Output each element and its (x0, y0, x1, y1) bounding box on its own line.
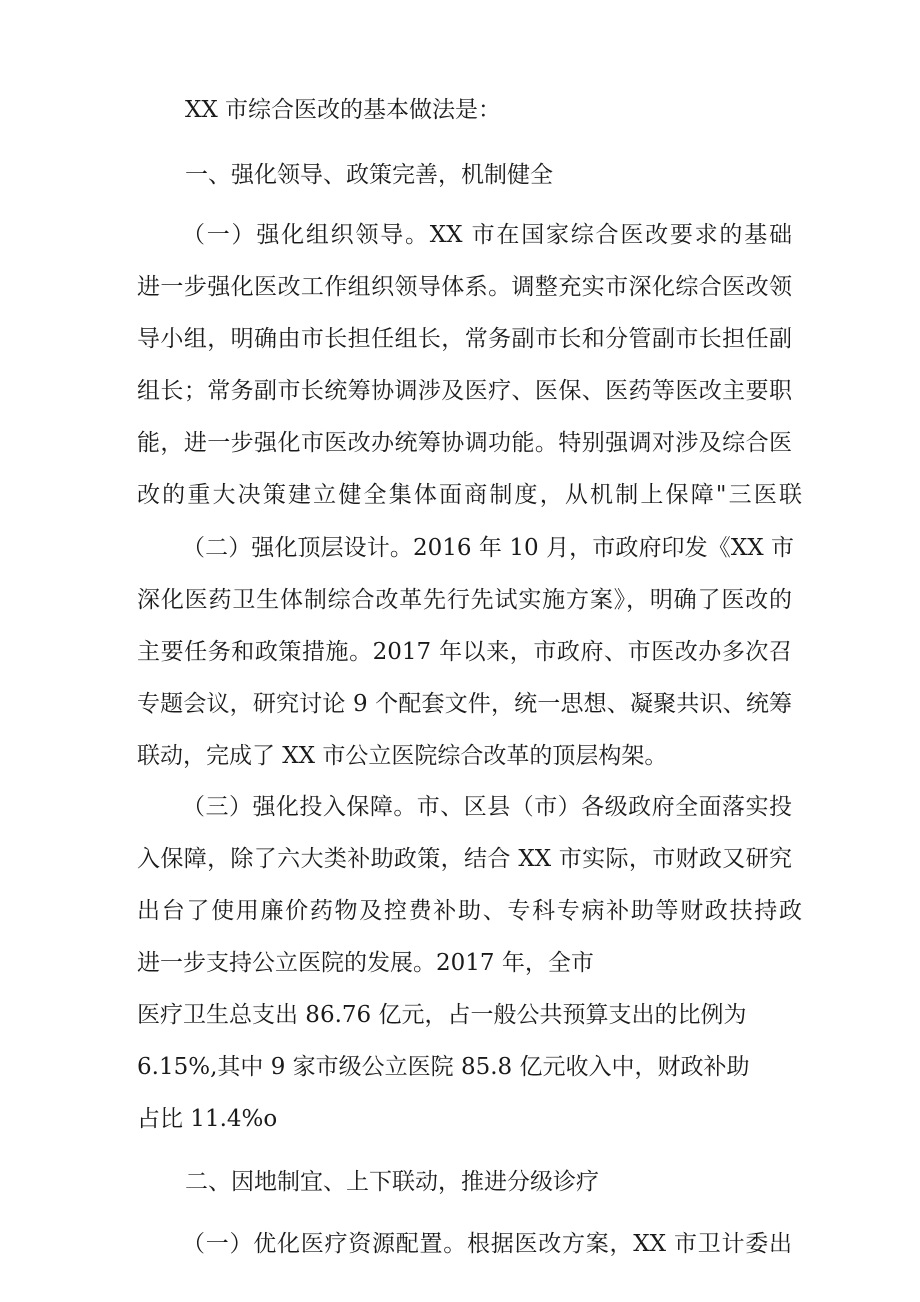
paragraph-2-line: 专题会议，研究讨论 9 个配套文件，统一思想、凝聚共识、统筹 (137, 691, 792, 717)
paragraph-2-line: 深化医药卫生体制综合改革先行先试实施方案》，明确了医改的 (137, 587, 792, 613)
paragraph-1-line: 能，进一步强化市医改办统筹协调功能。特别强调对涉及综合医 (137, 430, 792, 456)
paragraph-3-line: （三）强化投入保障。市、区县（市）各级政府全面落实投 (182, 794, 792, 820)
paragraph-3-line: 入保障，除了六大类补助政策，结合 XX 市实际，市财政又研究 (137, 846, 792, 872)
paragraph-3-line: 医疗卫生总支出 86.76 亿元，占一般公共预算支出的比例为 (137, 1002, 747, 1028)
paragraph-3-line: 占比 11.4%o (137, 1106, 278, 1132)
paragraph-2-line: 联动，完成了 XX 市公立医院综合改革的顶层构架。 (137, 743, 668, 769)
paragraph-2-line: 主要任务和政策措施。2017 年以来，市政府、市医改办多次召 (137, 639, 792, 665)
paragraph-1-line: 组长；常务副市长统筹协调涉及医疗、医保、医药等医改主要职 (137, 378, 792, 404)
paragraph-1-line: 改的重大决策建立健全集体面商制度，从机制上保障"三医联 (137, 482, 802, 508)
paragraph-3-line: 6.15%,其中 9 家市级公立医院 85.8 亿元收入中，财政补助 (137, 1054, 750, 1080)
section-heading-1: 一、强化领导、政策完善，机制健全 (185, 162, 553, 188)
paragraph-1-line: 导小组，明确由市长担任组长，常务副市长和分管副市长担任副 (137, 326, 792, 352)
document-intro-line: XX 市综合医改的基本做法是： (185, 97, 502, 123)
paragraph-4-line: （一）优化医疗资源配置。根据医改方案，XX 市卫计委出 (182, 1231, 792, 1257)
paragraph-3-line: 出台了使用廉价药物及控费补助、专科专病补助等财政扶持政 (137, 898, 802, 924)
paragraph-2-line: （二）强化顶层设计。2016 年 10 月，市政府印发《XX 市 (182, 535, 794, 561)
paragraph-1-line: （一）强化组织领导。XX 市在国家综合医改要求的基础 (182, 222, 792, 248)
paragraph-3-line: 进一步支持公立医院的发展。2017 年，全市 (137, 950, 594, 976)
paragraph-1-line: 进一步强化医改工作组织领导体系。调整充实市深化综合医改领 (137, 274, 792, 300)
section-heading-2: 二、因地制宜、上下联动，推进分级诊疗 (185, 1169, 599, 1195)
